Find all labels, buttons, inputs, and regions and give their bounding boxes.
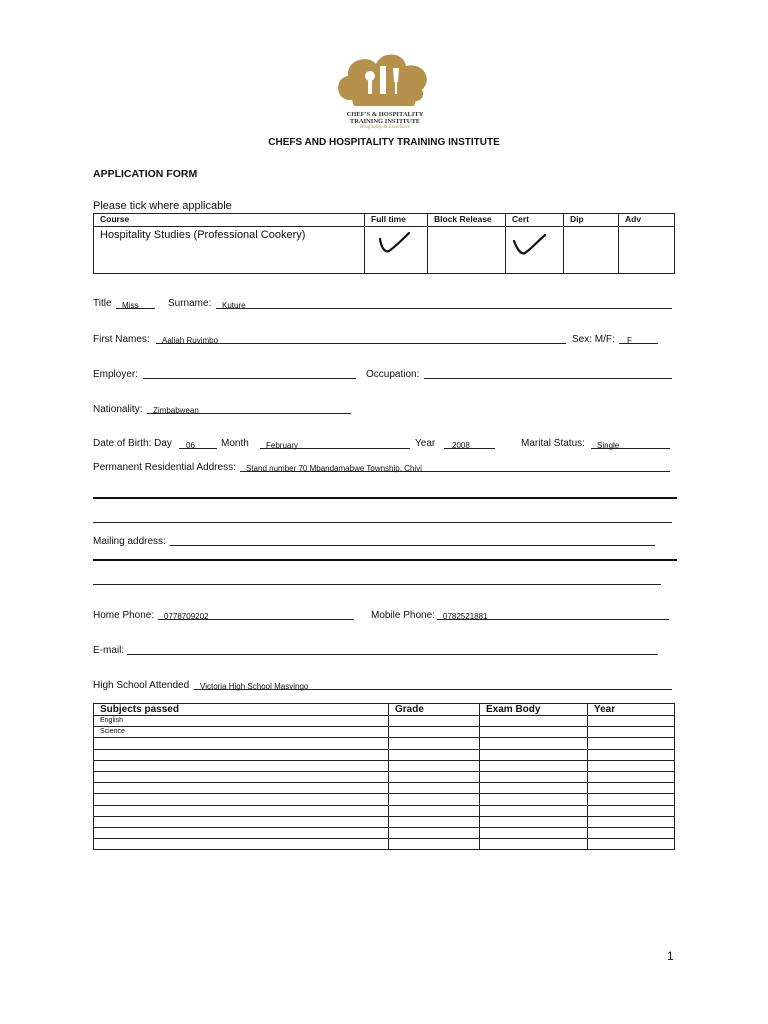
subject-cell[interactable] xyxy=(94,738,389,749)
table-row xyxy=(94,760,675,771)
grade-header: Grade xyxy=(389,704,480,716)
dob-month-label: Month xyxy=(221,438,249,449)
dob-year-value: 2008 xyxy=(452,441,470,450)
year-header: Year xyxy=(588,704,675,716)
logo-line-2: TRAINING INSTITUTE xyxy=(349,118,421,125)
exam-body-cell[interactable] xyxy=(480,760,588,771)
grade-cell[interactable] xyxy=(389,783,480,794)
year-cell[interactable] xyxy=(588,771,675,782)
title-label: Title xyxy=(93,298,112,309)
exam-body-cell[interactable] xyxy=(480,816,588,827)
cert-cell[interactable] xyxy=(506,227,564,274)
year-cell[interactable] xyxy=(588,816,675,827)
dob-day-value: 06 xyxy=(186,441,195,450)
table-row xyxy=(94,816,675,827)
subject-cell[interactable] xyxy=(94,771,389,782)
exam-body-cell[interactable] xyxy=(480,839,588,850)
table-row xyxy=(94,839,675,850)
table-row xyxy=(94,749,675,760)
address-field-line-3[interactable] xyxy=(93,522,672,523)
exam-body-cell[interactable] xyxy=(480,794,588,805)
high-school-label: High School Attended xyxy=(93,680,190,691)
block-release-header: Block Release xyxy=(428,214,506,227)
mailing-address-field-3[interactable] xyxy=(93,584,661,585)
logo-tagline: Hospitality & Excellence xyxy=(359,125,411,130)
dob-year-label: Year xyxy=(415,438,436,449)
subjects-table xyxy=(93,703,675,850)
employer-field[interactable] xyxy=(143,378,356,379)
grade-cell[interactable] xyxy=(389,839,480,850)
dob-day-field[interactable] xyxy=(179,448,217,449)
table-row xyxy=(94,771,675,782)
table-row xyxy=(94,727,675,738)
employer-label: Employer: xyxy=(93,369,139,380)
table-row xyxy=(94,783,675,794)
subject-cell[interactable] xyxy=(94,839,389,850)
form-title: APPLICATION FORM xyxy=(93,168,198,180)
year-cell[interactable] xyxy=(588,827,675,838)
exam-body-header: Exam Body xyxy=(480,704,588,716)
grade-cell[interactable] xyxy=(389,794,480,805)
exam-body-cell[interactable] xyxy=(480,771,588,782)
exam-body-cell[interactable] xyxy=(480,805,588,816)
high-school-value: Victoria High School Masvingo xyxy=(200,682,309,691)
home-phone-label: Home Phone: xyxy=(93,610,155,621)
subject-cell[interactable] xyxy=(94,783,389,794)
sex-value: F xyxy=(627,336,632,345)
subject-cell[interactable] xyxy=(94,749,389,760)
year-cell[interactable] xyxy=(588,749,675,760)
occupation-field[interactable] xyxy=(424,378,672,379)
grade-cell[interactable] xyxy=(389,827,480,838)
full-time-header: Full time xyxy=(365,214,428,227)
year-cell[interactable] xyxy=(588,738,675,749)
table-row xyxy=(94,738,675,749)
dip-cell[interactable] xyxy=(564,227,619,274)
sex-field[interactable] xyxy=(619,343,658,344)
exam-body-cell[interactable] xyxy=(480,738,588,749)
chef-hat-icon xyxy=(330,48,440,108)
subject-cell[interactable] xyxy=(94,805,389,816)
full-time-cell[interactable] xyxy=(365,227,428,274)
dob-day-label: Date of Birth: Day xyxy=(93,438,172,449)
first-names-value: Aaliah Ruvimbo xyxy=(162,336,219,345)
subject-cell[interactable] xyxy=(94,760,389,771)
year-cell[interactable] xyxy=(588,839,675,850)
logo-line-1: CHEF'S & HOSPITALITY xyxy=(346,111,424,118)
exam-body-cell[interactable] xyxy=(480,727,588,738)
grade-cell[interactable] xyxy=(389,716,480,727)
exam-body-cell[interactable] xyxy=(480,827,588,838)
grade-cell[interactable] xyxy=(389,805,480,816)
subject-cell[interactable] xyxy=(94,827,389,838)
tick-instruction: Please tick where applicable xyxy=(93,200,232,212)
title-value: Miss xyxy=(122,301,139,310)
address-value: Stand number 70 Mbandamabwe Township, Chivi xyxy=(246,464,422,473)
exam-body-cell[interactable] xyxy=(480,749,588,760)
mobile-phone-value: 0782521881 xyxy=(443,612,488,621)
year-cell[interactable] xyxy=(588,805,675,816)
dip-header: Dip xyxy=(564,214,619,227)
tick-mark-icon xyxy=(375,229,415,259)
email-field[interactable] xyxy=(127,654,658,655)
table-row xyxy=(94,794,675,805)
subject-cell[interactable]: English xyxy=(94,716,389,727)
page-title: CHEFS AND HOSPITALITY TRAINING INSTITUTE xyxy=(268,137,500,148)
exam-body-cell[interactable] xyxy=(480,783,588,794)
adv-header: Adv xyxy=(619,214,675,227)
nationality-value: Zimbabwean xyxy=(153,406,199,415)
subject-cell[interactable] xyxy=(94,794,389,805)
sex-label: Sex: M/F: xyxy=(572,334,615,345)
first-names-label: First Names: xyxy=(93,334,150,345)
marital-status-label: Marital Status: xyxy=(521,438,585,449)
table-row xyxy=(94,716,675,727)
address-label: Permanent Residential Address: xyxy=(93,462,236,473)
course-table xyxy=(93,213,675,274)
address-field-line-2[interactable] xyxy=(93,497,677,499)
year-cell[interactable] xyxy=(588,716,675,727)
tick-mark-icon xyxy=(510,231,550,261)
mailing-address-field-1[interactable] xyxy=(170,545,655,546)
grade-cell[interactable] xyxy=(389,771,480,782)
subject-cell[interactable] xyxy=(94,816,389,827)
year-cell[interactable] xyxy=(588,794,675,805)
grade-cell[interactable] xyxy=(389,760,480,771)
mailing-address-label: Mailing address: xyxy=(93,536,166,547)
surname-label: Surname: xyxy=(168,298,212,309)
dob-month-value: February xyxy=(266,441,299,450)
institute-logo xyxy=(330,48,440,130)
surname-value: Kuture xyxy=(222,301,246,310)
course-name: Hospitality Studies (Professional Cookery) xyxy=(94,227,365,274)
block-release-cell[interactable] xyxy=(428,227,506,274)
year-cell[interactable] xyxy=(588,760,675,771)
occupation-label: Occupation: xyxy=(366,369,420,380)
nationality-label: Nationality: xyxy=(93,404,143,415)
grade-cell[interactable] xyxy=(389,749,480,760)
grade-cell[interactable] xyxy=(389,816,480,827)
subjects-header: Subjects passed xyxy=(94,704,389,716)
cert-header: Cert xyxy=(506,214,564,227)
table-row xyxy=(94,805,675,816)
year-cell[interactable] xyxy=(588,727,675,738)
home-phone-value: 0778709202 xyxy=(164,612,209,621)
grade-cell[interactable] xyxy=(389,727,480,738)
table-row xyxy=(94,827,675,838)
mobile-phone-label: Mobile Phone: xyxy=(371,610,435,621)
year-cell[interactable] xyxy=(588,783,675,794)
mailing-address-field-2[interactable] xyxy=(93,559,677,561)
adv-cell[interactable] xyxy=(619,227,675,274)
email-label: E-mail: xyxy=(93,645,125,656)
exam-body-cell[interactable] xyxy=(480,716,588,727)
surname-field[interactable] xyxy=(216,308,672,309)
course-header: Course xyxy=(94,214,365,227)
page-number: 1 xyxy=(667,949,674,963)
marital-status-value: Single xyxy=(597,441,620,450)
grade-cell[interactable] xyxy=(389,738,480,749)
subject-cell[interactable]: Science xyxy=(94,727,389,738)
